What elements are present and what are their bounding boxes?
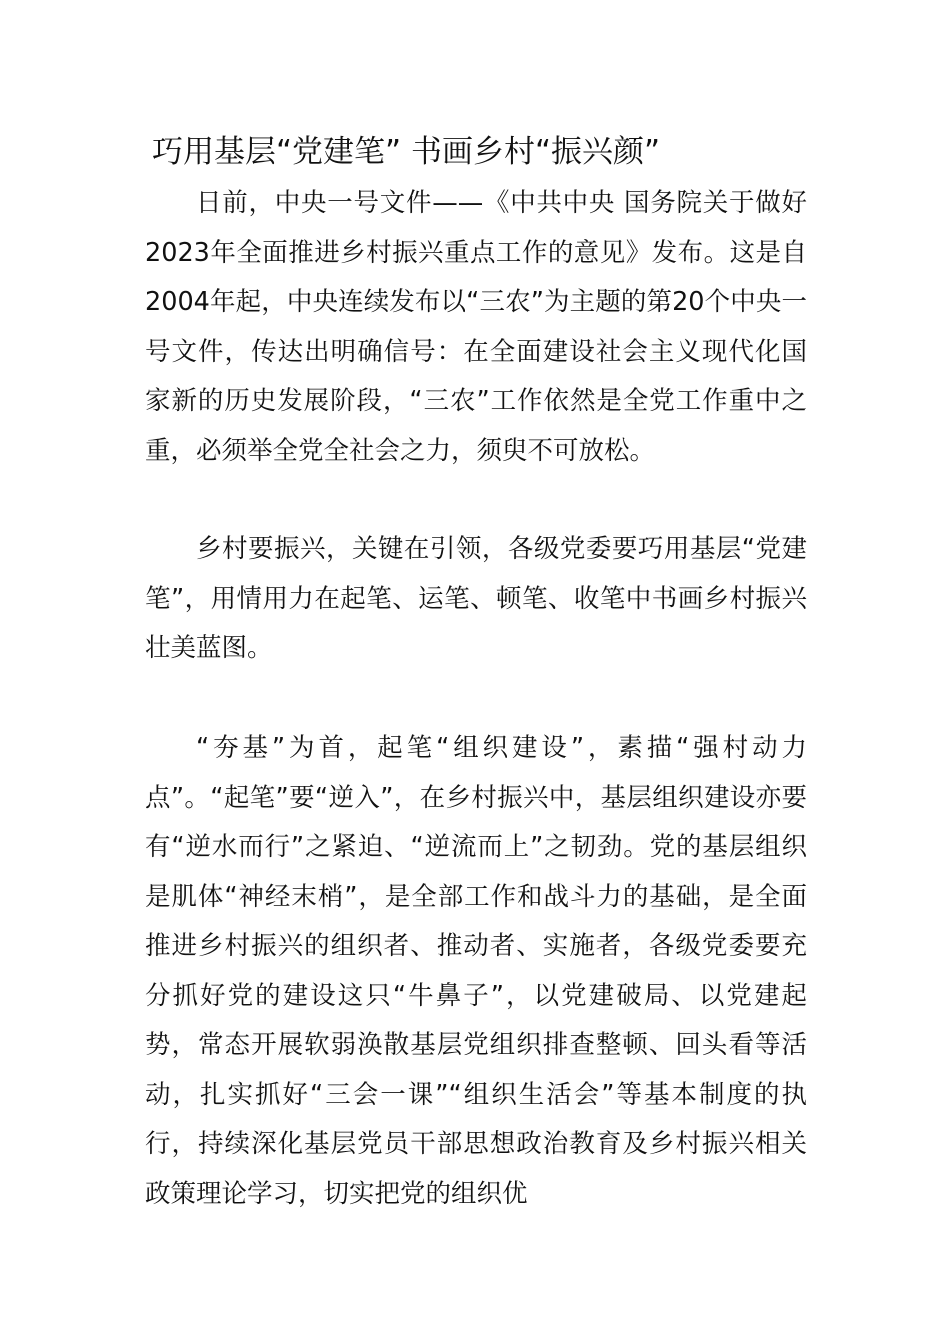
paragraph-3: “夯基”为首，起笔“组织建设”，素描“强村动力点”。“起笔”要“逆入”，在乡村振兴中，基层组织建设亦要有“逆水而行”之紧迫、“逆流而上”之韧劲。党的基层组织是肌体“神经末梢”，是全部工作和战斗力的基础，是全面推进乡村振兴的组织者、推动者、实施者，各级党委要充分抓好党的建设这只“牛鼻子”，以党建破局、以党建起势，常态开展软弱涣散基层党组织排查整顿、回头看等活动，扎实抓好“三会一课”“组织生活会”等基本制度的执行，持续深化基层党员干部思想政治教育及乡村振兴相关政策理论学习，切实把党的组织优: [145, 733, 807, 1209]
document-title: 巧用基层“党建笔” 书画乡村“振兴颜”: [152, 134, 661, 170]
paragraph-1: 日前，中央一号文件——《中共中央 国务院关于做好2023年全面推进乡村振兴重点工作的意见》发布。这是自2004年起，中央连续发布以“三农”为主题的第20个中央一号文件，传达出明确信号：在全面建设社会主义现代化国家新的历史发展阶段，“三农”工作依然是全党工作重中之重，必须举全党全社会之力，须臾不可放松。: [145, 188, 807, 466]
paragraph-2: 乡村要振兴，关键在引领，各级党委要巧用基层“党建笔”，用情用力在起笔、运笔、顿笔、收笔中书画乡村振兴壮美蓝图。: [145, 534, 807, 663]
